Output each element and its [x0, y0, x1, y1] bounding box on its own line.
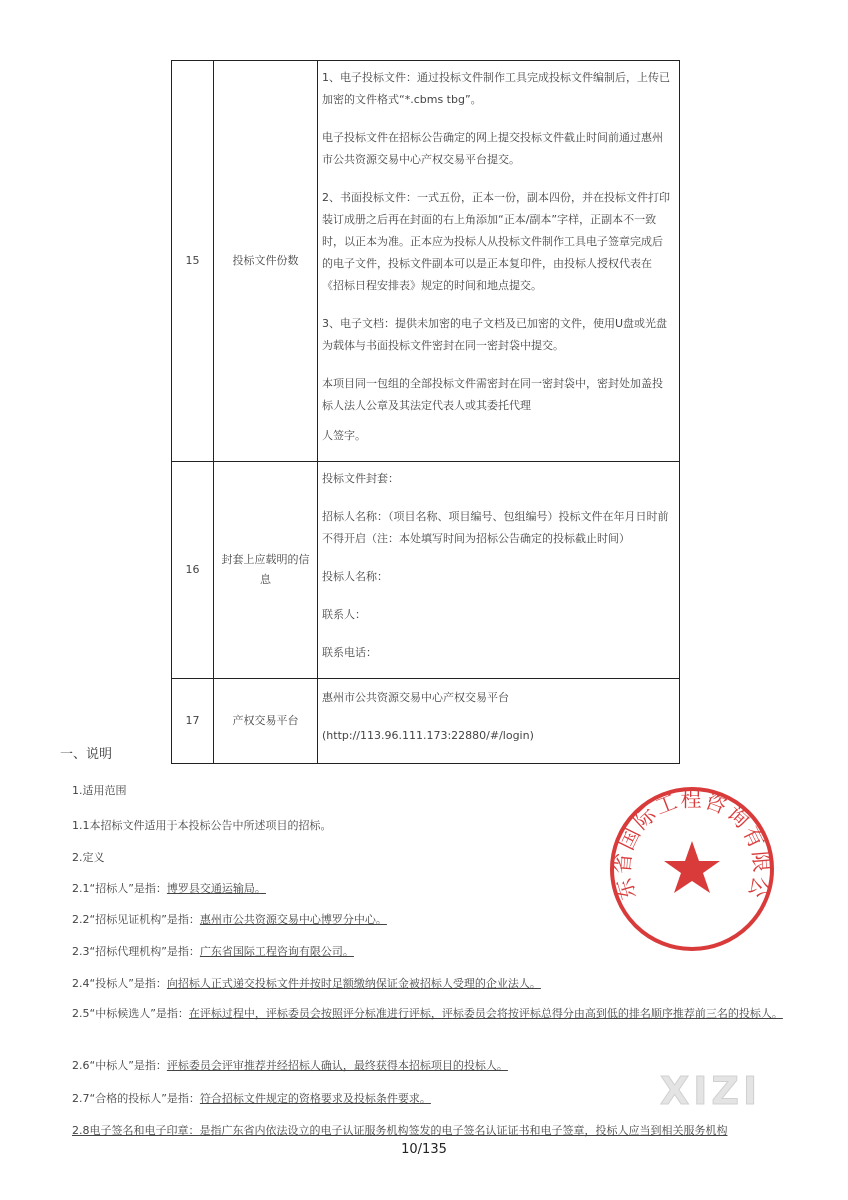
definition-item: [72, 911, 387, 927]
row-item-name: 封套上应载明的信息: [214, 462, 318, 679]
paragraph: 3、电子文档：提供未加密的电子文档及已加密的文件，使用U盘或光盘为载体与书面投标文件密封在同一密封袋中提交。: [322, 317, 668, 352]
definition-value: 广东省国际工程咨询有限公司。: [199, 945, 354, 958]
definition-label: 2.5“中标候选人”是指：: [72, 1007, 189, 1020]
seal-graphic: [606, 783, 778, 955]
definition-value: 博罗县交通运输局。: [166, 882, 266, 895]
table-row: [172, 679, 680, 764]
definition-value: 在评标过程中，评标委员会按照评分标准进行评标，评标委员会将按评标总得分由高到低的排名顺序推荐前三名的投标人。: [188, 1007, 783, 1020]
table-row: [172, 462, 680, 679]
clause-text: 2.8电子签名和电子印章：是指广东省内依法设立的电子认证服务机构签发的电子签名认证证书和电子签章，投标人应当到相关服务机构: [72, 1124, 728, 1137]
star-icon: [664, 841, 720, 893]
definition-value: 惠州市公共资源交易中心博罗分中心。: [199, 913, 387, 926]
paragraph: 投标文件封套：: [322, 472, 399, 485]
section-title: 一、说明: [60, 747, 113, 762]
company-seal: [606, 783, 778, 955]
clause-text: 1.1本招标文件适用于本投标公告中所述项目的招标。: [72, 819, 332, 832]
row-number: 16: [172, 462, 214, 679]
definition-label: 2.7“合格的投标人”是指：: [72, 1092, 200, 1105]
table-row: [172, 61, 680, 462]
site-watermark: [660, 1070, 790, 1114]
svg-text:XIZI: XIZI: [660, 1070, 762, 1110]
row-item-name: 产权交易平台: [214, 679, 318, 764]
definition-value: 符合招标文件规定的资格要求及投标条件要求。: [199, 1092, 431, 1105]
definition-label: 2.1“招标人”是指：: [72, 882, 167, 895]
definition-value: 向招标人正式递交投标文件并按时足额缴纳保证金被招标人受理的企业法人。: [166, 977, 541, 990]
paragraph: 投标人名称：: [322, 570, 388, 583]
link-url[interactable]: (http://113.96.111.173:22880/#/login): [322, 729, 534, 742]
definition-label: 2.4“投标人”是指：: [72, 977, 167, 990]
definition-item: [50, 1003, 795, 1024]
definition-label: 2.6“中标人”是指：: [72, 1059, 167, 1072]
page-number: 10/135: [401, 1142, 447, 1157]
row-content: [318, 462, 680, 679]
paragraph: 人签字。: [322, 429, 366, 442]
svg-text:广东省国际工程咨询有限公司: 东省国际工程咨询有限公: [610, 787, 774, 903]
paragraph: 电子投标文件在招标公告确定的网上提交投标文件截止时间前通过惠州市公共资源交易中心产权交易平台提交。: [322, 131, 663, 166]
paragraph: 1、电子投标文件：通过投标文件制作工具完成投标文件编制后，上传已加密的文件格式“*.cbms tbg”。: [322, 71, 670, 106]
definition-item: [72, 1057, 508, 1073]
requirements-table: [171, 60, 680, 764]
paragraph: 联系人：: [322, 608, 366, 621]
definition-label: 2.3“招标代理机构”是指：: [72, 945, 200, 958]
definition-value: 评标委员会评审推荐并经招标人确认，最终获得本招标项目的投标人。: [166, 1059, 508, 1072]
definition-label: 2.2“招标见证机构”是指：: [72, 913, 200, 926]
paragraph: 本项目同一包组的全部投标文件需密封在同一密封袋中，密封处加盖投标人法人公章及其法定代表人或其委托代理: [322, 377, 663, 412]
definition-item: [72, 943, 354, 959]
paragraph: 惠州市公共资源交易中心产权交易平台: [322, 691, 509, 704]
row-number: 17: [172, 679, 214, 764]
paragraph: 招标人名称：（项目名称、项目编号、包组编号）投标文件在年月日时前不得开启（注：本处填写时间为招标公告确定的投标截止时间）: [322, 510, 669, 545]
row-number: 15: [172, 61, 214, 462]
definition-item: [72, 880, 266, 896]
definition-item: [72, 1090, 431, 1106]
paragraph: 2、书面投标文件：一式五份，正本一份，副本四份，并在投标文件打印装订成册之后再在封面的右上角添加“正本/副本”字样，正副本不一致时，以正本为准。正本应为投标人从投标文件制作工具电子签章完成后的电子文件，投标文件副本可以是正本复印件，由投标人授权代表在《招标日程安排表》规定的时间和地点提交。: [322, 191, 670, 292]
row-item-name: 投标文件份数: [214, 61, 318, 462]
paragraph: 联系电话：: [322, 646, 377, 659]
subsection-heading: 1.适用范围: [72, 784, 127, 797]
subsection-heading: 2.定义: [72, 851, 105, 864]
row-content: [318, 679, 680, 764]
definition-item: [72, 975, 541, 991]
row-content: [318, 61, 680, 462]
